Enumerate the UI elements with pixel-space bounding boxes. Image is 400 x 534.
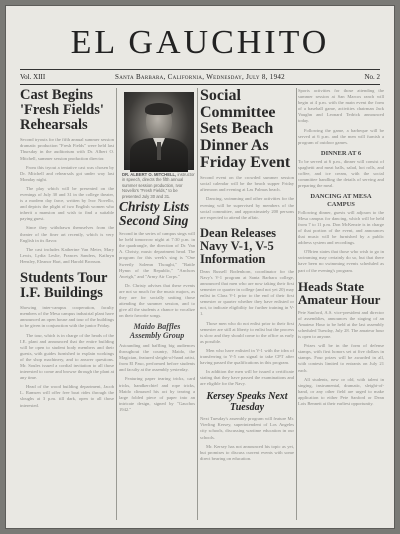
article-paragraph: Following dinner, guests will adjourn to the Mesa campus for dancing, which will be held from 7 to 11 p.m. Don McKenzie is in charge of that portion of the event, and announces that music will be furnished by a public address system and recordings. [298, 209, 384, 246]
article-paragraph: Those men who do not enlist prior to their first semester are still at liberty to enlist but the process is slow and they should come to the office as early as possible. [200, 320, 294, 344]
article-paragraph: Next Tuesday's assembly program will feature Mr. Vierling Kersey, superintendent of Los Angeles city schools, discussing wartime education in our schools. [200, 416, 294, 440]
article-paragraph: The tour, which is in charge of the heads of the I.E. plant and announced that the entire building will be open to student body members and their guests, with guides furnished to explain workings of the shop machinery, and to answer questions. Mr. Soules issued a cordial invitation to all those interested to come and browse through the plant at any time. [20, 332, 114, 381]
headline-social-committee: Social Committee Sets Beach Dinner As Friday Event [200, 88, 291, 171]
article-paragraph: Showing inter-campus cooperation, faculty members of the Mesa campus industrial plant have announced an open house and tour of the buildings to be given in conjunction with the junior Friday. [20, 305, 114, 329]
article-paragraph: The cast includes Katherine Van Meter, Mary Lewis, Lydia Leslie, Frances Sanders, Kathryn Hensley, Eleanor Hart, and Harold Bronson. [20, 246, 114, 264]
article-paragraph: In addition the men will be issued a certificate stating that they have passed the examinations and are eligible for the Navy. [200, 369, 294, 387]
issue-number: No. 2 [364, 73, 380, 81]
column-4 [298, 88, 384, 522]
article-paragraph: Dancing, swimming and other activities for the evening will be supervised by members of the social committee, and approximately 200 persons are expected to attend the affair. [200, 196, 294, 220]
caption-name: DR. ALBERT O. MITCHELL, [122, 172, 177, 177]
headline-amateur-hour: Heads State Amateur Hour [298, 278, 381, 308]
article-paragraph: Pete Sanford, A.S. vice-president and director of assemblies, announces the staging of an Amateur Hour to be held at the last assembly scheduled Tuesday, July 28. The amateur hour is open to anyone. [298, 309, 384, 340]
headline-fresh-fields: Cast Begins 'Fresh Fields' Rehearsals [20, 88, 104, 134]
article-paragraph: To be served at 6 p.m., dinner will consist of spaghetti and meat balls, salad, hot rolls, and coffee, and ice cream, with the social committee handling the details of serving and preparing the meal. [298, 158, 384, 189]
article-paragraph: Men who have enlisted in V-1 with the idea of transferring to V-5 can signal to take CPT after having passed the qualifications in this program. [200, 347, 294, 366]
subhead-dinner: DINNER AT 6 [320, 149, 362, 157]
masthead-rule-top [20, 69, 380, 70]
portrait-photo [124, 92, 194, 170]
headline-students-tour: Students Tour I.F. Buildings [20, 270, 108, 302]
column-2 [119, 200, 195, 522]
article-paragraph: Head of the wood building department, Jacob L. Ramsen will offer free boat rides through the sloughs at 3 p.m. till dark, open to all those interested. [20, 384, 114, 408]
headline-christy: Christy Lists Second Sing [119, 200, 190, 229]
article-paragraph: All students, new or old, with talent in singing, instrumental, dramatic, sleight-of-hand, or any other field are urged to make application to either Pete Sanford or Dean Lois Bennett at their earliest opportunity. [298, 376, 384, 407]
column-divider [296, 88, 297, 520]
article-paragraph: Dean Russell Bodenhorn, coordinator for the Navy's V-1 program at Santa Barbara college, announced that men who are now taking their first semester or quarter in college (and not yet 20) may enlist in Class V-1 prior to the end of their first semester or quarter whether they have enlisted or not, to indicate eligibility for further training in V-1. [200, 268, 294, 317]
article-paragraph: From this tryout a tentative cast was chosen by Dr. Mitchell and rehearsals got under way last Monday night. [20, 164, 114, 182]
article-paragraph: O'Brien states that those who wish to go in swimming may certainly do so, but that there have been no swimming events scheduled as part of the evening's program. [298, 249, 384, 273]
headline-dean-releases: Dean Releases Navy V-1, V-5 Information [200, 225, 277, 266]
volume-number: Vol. XIII [20, 73, 46, 81]
article-paragraph: Since they withdrawn themselves from the theater of the finer art recently, which is very English in its flavor. [20, 225, 114, 243]
place-date: Santa Barbara, California, Wednesday, July 8, 1942 [115, 73, 285, 81]
article-paragraph: Dr. Christy advises that these events are not so much for the music majors, as they are for socially uniting those attending the summer session, and to give all the students a chance to vocalize on their favorite songs. [119, 282, 195, 319]
article-paragraph: Sports activities for those attending the summer session at San Marcos ranch will begin at 4 p.m. with the main event the form of a baseball game, activities chairman Jack Vaughn and Leonard Tedrick announced today. [298, 88, 384, 124]
article-paragraph: Astounding and baffling big audiences throughout the country, Maido, the Magician, featured sleight-of-hand artist, from El Paso, performed before students and faculty at the assembly yesterday. [119, 342, 195, 373]
photo-caption [122, 172, 196, 199]
article-paragraph: Second event on the crowded summer session social calendar will be the beach supper Friday afternoon and evening at Las Palmas beach. [200, 175, 294, 193]
caption-text: instructor in speech, directs the fifth annual summer session production, Ivor Novello's "Fresh Fields," to be presented July 30 and 31. [122, 172, 195, 199]
dateline [20, 72, 380, 84]
article-paragraph: Prizes will be in the form of defense stamps, with first honors set at five dollars in stamps. Four prizes will be awarded in all, with contests limited to entrants on July 21 each. [298, 343, 384, 373]
article-paragraph: Following the game, a barbeque will be served at 6 p.m. and the men will furnish a program of outdoor games. [298, 127, 384, 145]
column-1 [20, 88, 114, 522]
headline-kersey: Kersey Speaks Next Tuesday [206, 391, 288, 413]
article-paragraph: Mr. Kersey has not announced his topic as yet, but promises to discuss current events with some direct bearing on education. [200, 443, 294, 461]
column-3 [200, 88, 294, 522]
masthead-title: EL GAUCHITO [70, 24, 330, 61]
article-paragraph: Second tryouts for the fifth annual summer session dramatic production "Fresh Fields" were held last Thursday in the auditorium with Dr. Albert O. Mitchell, summer session production director. [20, 137, 114, 161]
newspaper-page [6, 6, 394, 528]
article-paragraph: The play which will be presented on the evenings of July 30 and 31 in the college theater, is a modern day farce, written by Ivor Novello, and depicts the plight of two English women who inherit a mansion and wish to find a suitable paying guest. [20, 185, 114, 222]
column-divider [197, 88, 198, 520]
masthead-rule-bottom [20, 84, 380, 85]
article-paragraph: Second in the series of campus sings will be held tomorrow night at 7:30 p.m. in the quadrangle, the direction of Dr. Van A. Christy, music department head. The program for this week's sing is "One Sweetly Solemn Thought," "Battle Hymn of the Republic," "Anchors Aweigh," and "Army Air Corps." [119, 231, 195, 279]
article-paragraph: Featuring paper tearing tricks, card tricks, handkerchief and rope tricks, Maido climaxed his act by tearing a large folded piece of paper into an intricate design, signed by "Gauchos 1942." [119, 376, 195, 412]
subhead-dancing: DANCING AT MESA CAMPUS [310, 193, 372, 208]
headline-maido: Maido Baffles Assembly Group [129, 322, 185, 341]
column-divider [116, 88, 117, 520]
